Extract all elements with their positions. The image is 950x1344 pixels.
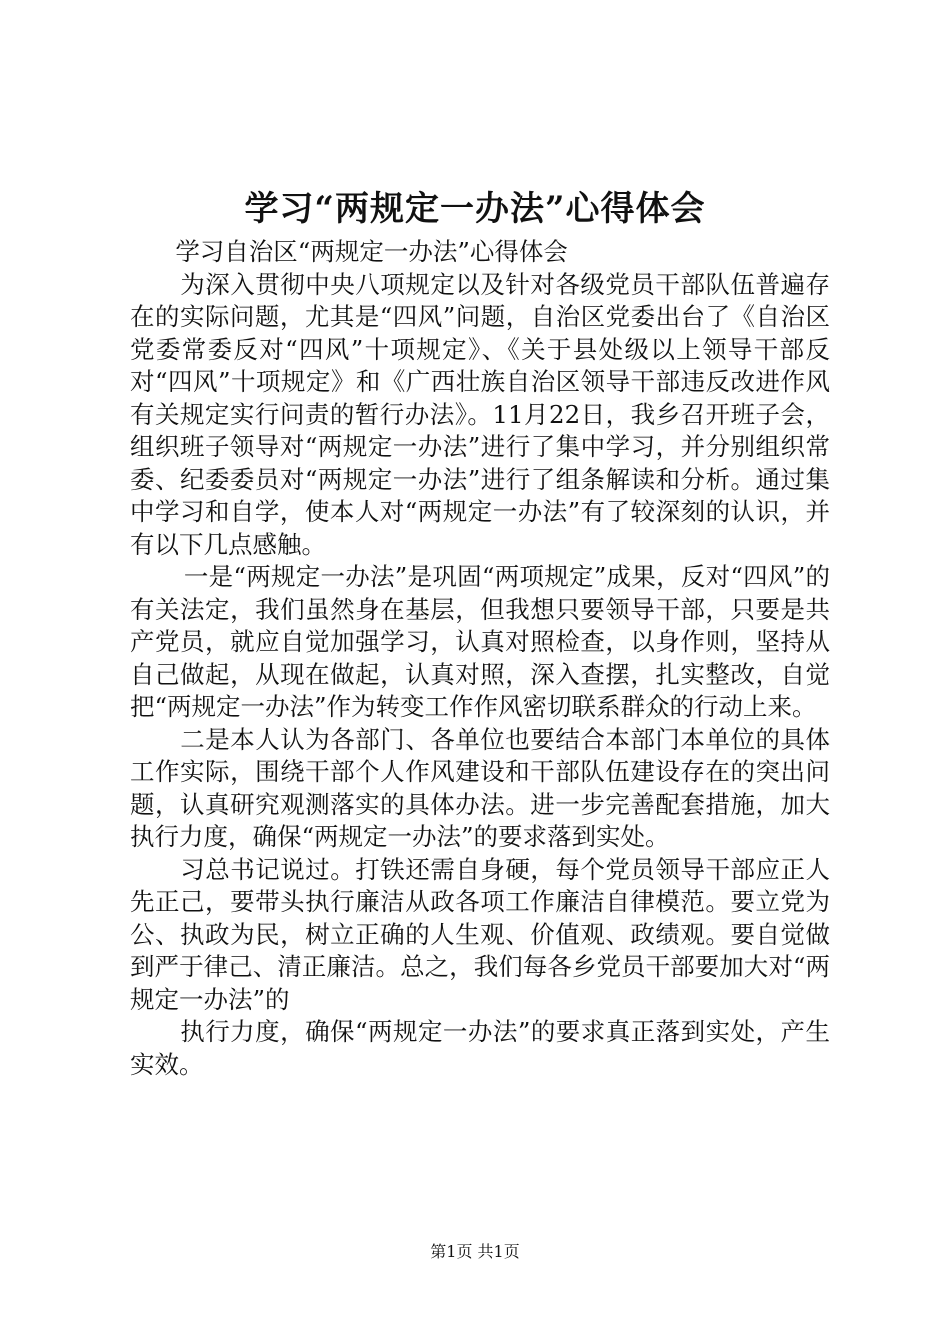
paragraph-point-two: 二是本人认为各部门、各单位也要结合本部门本单位的具体工作实际，围绕干部个人作风建设和干部队伍建设存在的突出问题，认真研究观测落实的具体办法。进一步完善配套措施，加大执行力度，确保“两规定一办法”的要求落到实处。: [130, 724, 830, 851]
document-subtitle: 学习自治区“两规定一办法”心得体会: [175, 237, 568, 266]
paragraph-conclusion: 习总书记说过。打铁还需自身硬，每个党员领导干部应正人先正己，要带头执行廉洁从政各项工作廉洁自律模范。要立党为公、执政为民，树立正确的人生观、价值观、政绩观。要自觉做到严于律己、清正廉洁。总之，我们每各乡党员干部要加大对“两规定一办法”的: [130, 854, 830, 1014]
paragraph-intro: 为深入贯彻中央八项规定以及针对各级党员干部队伍普遍存在的实际问题，尤其是“四风”问题，自治区党委出台了《自治区党委常委反对“四风”十项规定》、《关于县处级以上领导干部反对“四风”十项规定》和《广西壮族自治区领导干部违反改进作风有关规定实行问责的暂行办法》。11月22日，我乡召开班子会，组织班子领导对“两规定一办法”进行了集中学习，并分别组织常委、纪委委员对“两规定一办法”进行了组条解读和分析。通过集中学习和自学，使本人对“两规定一办法”有了较深刻的认识，并有以下几点感触。: [130, 269, 830, 559]
document-body: [130, 236, 830, 1081]
paragraph-closing: 执行力度，确保“两规定一办法”的要求真正落到实处，产生实效。: [130, 1017, 830, 1079]
paragraph-point-one: 一是“两规定一办法”是巩固“两项规定”成果，反对“四风”的有关法定，我们虽然身在基层，但我想只要领导干部，只要是共产党员，就应自觉加强学习，认真对照检查，以身作则，坚持从自己做起，从现在做起，认真对照，深入查摆，扎实整改，自觉把“两规定一办法”作为转变工作作风密切联系群众的行动上来。: [130, 562, 830, 721]
document-title: 学习“两规定一办法”心得体会: [244, 189, 706, 229]
page-number: 第1页 共1页: [430, 1242, 520, 1261]
